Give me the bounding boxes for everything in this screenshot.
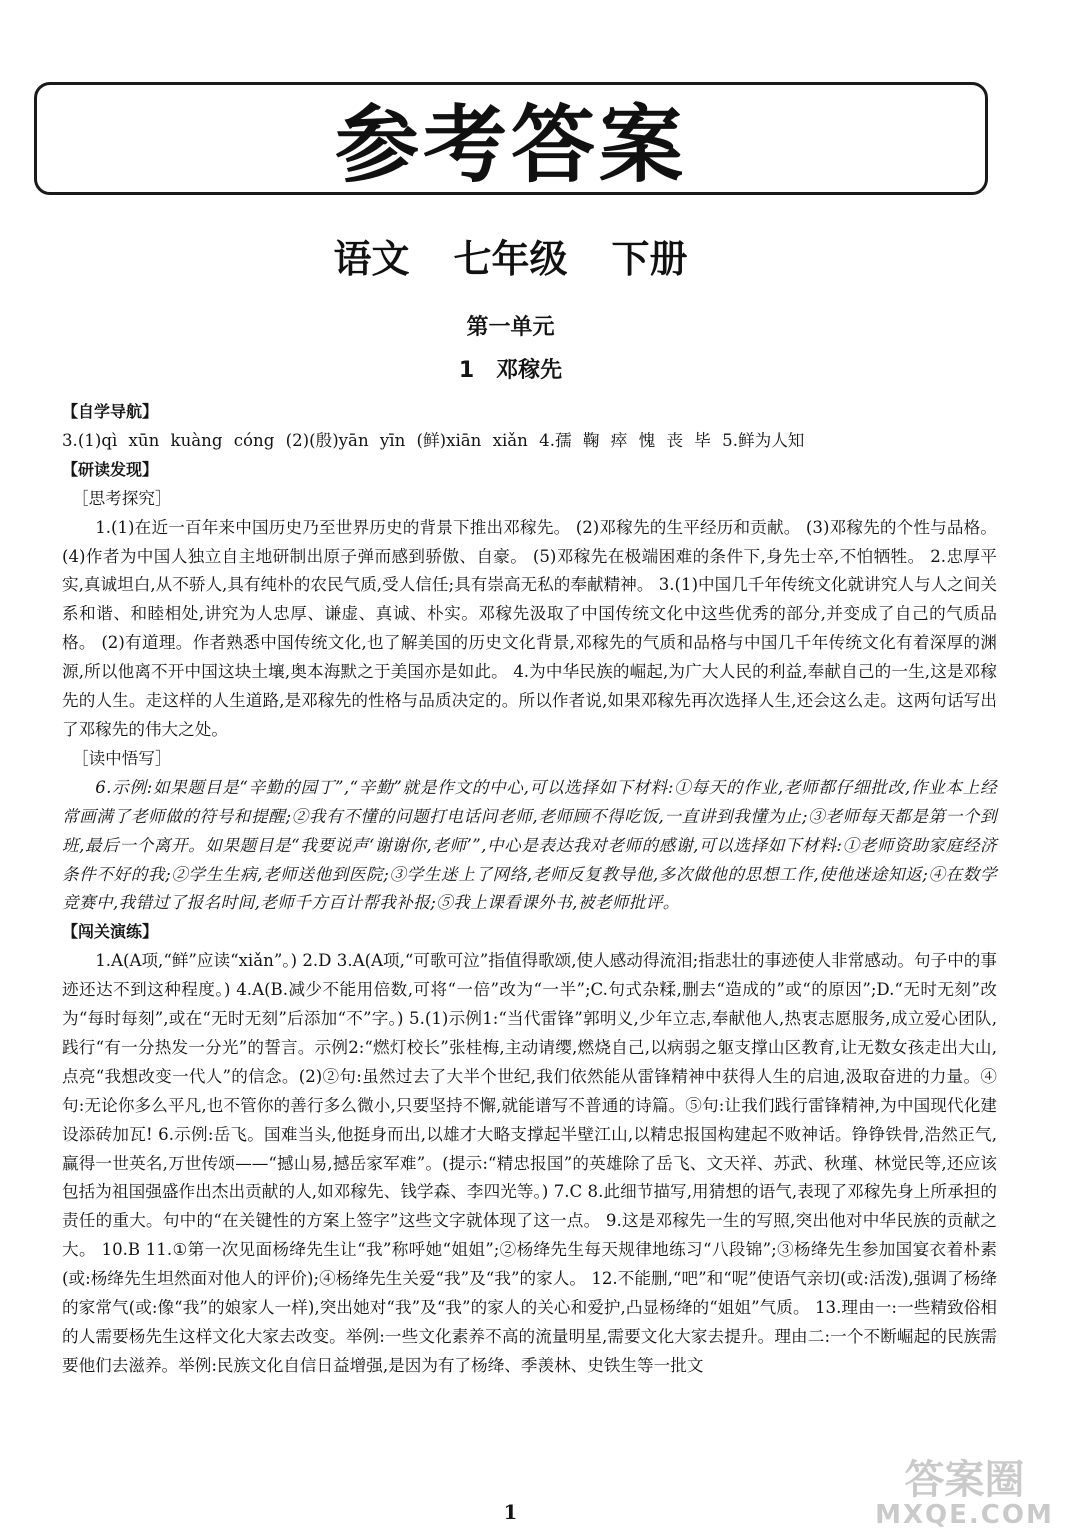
grade: 七年级 bbox=[453, 237, 568, 281]
zixue-answers: 3.(1)qì xūn kuàng cóng (2)(殷)yān yīn (鲜)xiān xiǎn 4.孺 鞠 瘁 愧 丧 毕 5.鲜为人知 bbox=[62, 430, 805, 450]
unit-title: 第一单元 bbox=[466, 315, 555, 340]
section-heading-zixue: 【自学导航】 bbox=[62, 402, 159, 421]
chuangguan-answers: 1.A(A项,“鲜”应读“xiǎn”。) 2.D 3.A(A项,“可歌可泣”指值得歌颂,使人感动得流泪;指悲壮的事迹使人非常感动。句子中的事迹还达不到这种程度。) 4.A(B.减少不能用倍数,可将“一倍”改为“一半”;C.句式杂糅,删去“造成的”或“的原因”;D.“无时无刻”改为“每时每刻”,或在“无时无刻”后添加“不”字。) 5.(1)示例1:“当代雷锋”郭明义,少年立志,奉献他人,热衷志愿服务,成立爱心团队,践行“有一分热发一分光”的誓言。示例2:“燃灯校长”张桂梅,主动请缨,燃烧自己,以病弱之躯支撑山区教育,让无数女孩走出大山,点亮“我想改变一代人”的信念。(2)②句:虽然过去了大半个世纪,我们依然能从雷锋精神中获得人生的启迪,汲取奋进的力量。④句:无论你多么平凡,也不管你的善行多么微小,只要坚持不懈,就能谱写不普通的诗篇。⑤句:让我们践行雷锋精神,为中国现代化建设添砖加瓦! 6.示例:岳飞。国难当头,他挺身而出,以雄才大略支撑起半壁江山,以精忠报国构建起不败神话。铮铮铁骨,浩然正气,赢得一世英名,万世传颂——“撼山易,撼岳家军难”。(提示:“精忠报国”的英雄除了岳飞、文天祥、苏武、秋瑾、林觉民等,还应该包括为祖国强盛作出杰出贡献的人,如邓稼先、钱学森、李四光等。) 7.C 8.此细节描写,用猜想的语气,表现了邓稼先身上所承担的责任的重大。句中的“在关键性的方案上签字”这些文字就体现了这一点。 9.这是邓稼先一生的写照,突出他对中华民族的贡献之大。 10.B 11.①第一次见面杨绛先生让“我”称呼她“姐姐”;②杨绛先生每天规律地练习“八段锦”;③杨绛先生参加国宴衣着朴素(或:杨绛先生坦然面对他人的评价);④杨绛先生关爱“我”及“我”的家人。 12.不能删,“吧”和“呢”使语气亲切(或:活泼),强调了杨绛的家常气(或:像“我”的娘家人一样),突出她对“我”及“我”的家人的关心和爱护,凸显杨绛的“姐姐”气质。 13.理由一:一些精致俗相的人需要杨先生这样文化大家去改变。举例:一些文化素养不高的流量明星,需要文化大家去提升。理由二:一个不断崛起的民族需要他们去滋养。举例:民族文化自信日益增强,是因为有了杨绛、季羡林、史铁生等一批文 bbox=[62, 951, 997, 1375]
section-heading-yandu: 【研读发现】 bbox=[62, 459, 159, 479]
lesson-title bbox=[0, 353, 1021, 384]
watermark-logo-text: 答案圈 bbox=[904, 1457, 1025, 1503]
watermark-domain: MXQE.COM bbox=[875, 1500, 1054, 1530]
book-title bbox=[0, 228, 1021, 283]
banner-title: 参考答案 bbox=[334, 96, 687, 194]
subject: 语文 bbox=[333, 237, 410, 281]
volume: 下册 bbox=[611, 237, 688, 281]
sikao-answers: 1.(1)在近一百年来中国历史乃至世界历史的背景下推出邓稼先。 (2)邓稼先的生平经历和贡献。 (3)邓稼先的个性与品格。 (4)作者为中国人独立自主地研制出原子弹而感到骄傲、自豪。 (5)邓稼先在极端困难的条件下,身先士卒,不怕牺牲。 2.忠厚平实,真诚坦白,从不骄人,具有纯朴的农民气质,受人信任;具有崇高无私的奉献精神。 3.(1)中国几千年传统文化就讲究人与人之间关系和谐、和睦相处,讲究为人忠厚、谦虚、真诚、朴实。邓稼先汲取了中国传统文化中这些优秀的部分,并变成了自己的气质品格。 (2)有道理。作者熟悉中国传统文化,也了解美国的历史文化背景,邓稼先的气质和品格与中国几千年传统文化有着深厚的渊源,所以他离不开中国这块土壤,奥本海默之于美国亦是如此。 4.为中华民族的崛起,为广大人民的利益,奉献自己的一生,这是邓稼先的人生。走这样的人生道路,是邓稼先的性格与品质决定的。所以作者说,如果邓稼先再次选择人生,还会这么走。这两句话写出了邓稼先的伟大之处。 bbox=[62, 517, 997, 739]
subheading-duzhong: ［读中悟写］ bbox=[72, 748, 172, 768]
duzhong-answers: 6.示例:如果题目是“辛勤的园丁”,“辛勤”就是作文的中心,可以选择如下材料:①每天的作业,老师都仔细批改,作业本上经常画满了老师做的符号和提醒;②我有不懂的问题打电话问老师,老师顾不得吃饭,一直讲到我懂为止;③老师每天都是第一个到班,最后一个离开。如果题目是“我要说声‘谢谢你,老师’”,中心是表达我对老师的感谢,可以选择如下材料:①老师资助家庭经济条件不好的我;②学生生病,老师送他到医院;③学生迷上了网络,老师反复教导他,多次做他的思想工作,使他迷途知返;④在数学竞赛中,我错过了报名时间,老师千方百计帮我补报;⑤我上课看课外书,被老师批评。 bbox=[62, 777, 997, 913]
answer-content bbox=[62, 398, 997, 1381]
answer-banner bbox=[34, 82, 988, 195]
lesson-name: 邓稼先 bbox=[496, 358, 563, 383]
site-watermark bbox=[872, 1457, 1057, 1532]
subheading-sikao: ［思考探究］ bbox=[72, 488, 172, 508]
page-number: 1 bbox=[503, 1500, 518, 1524]
section-heading-chuangguan: 【闯关演练】 bbox=[62, 922, 159, 942]
lesson-number: 1 bbox=[458, 358, 475, 383]
